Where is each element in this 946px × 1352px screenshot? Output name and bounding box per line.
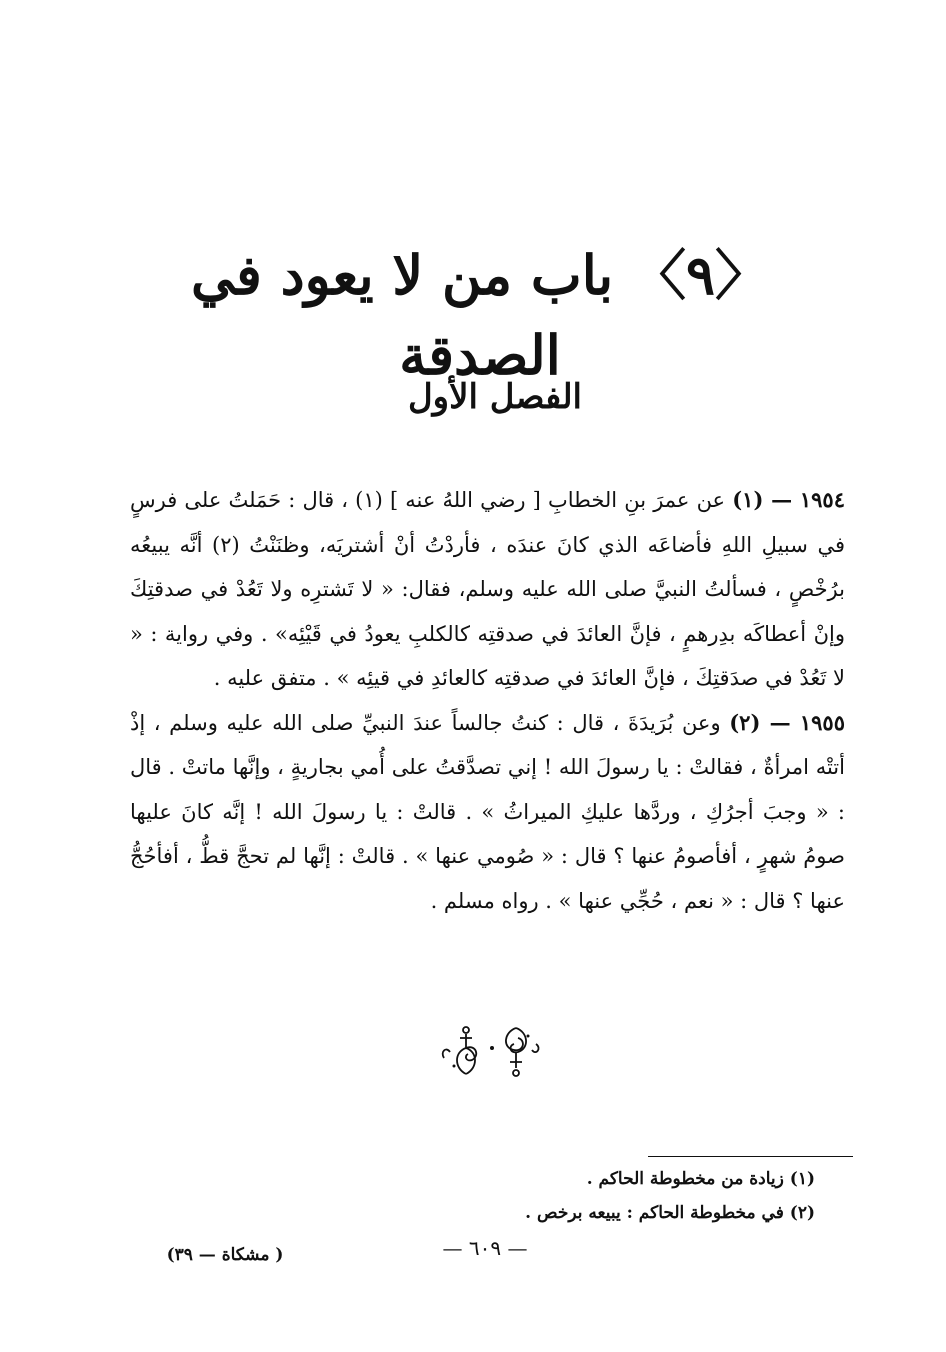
footnote-divider bbox=[648, 1156, 853, 1157]
decorative-ornament-icon bbox=[436, 1018, 546, 1080]
hadith-paragraph bbox=[130, 701, 845, 924]
hadith-text: عن عمرَ بنِ الخطابِ [ رضي اللهُ عنه ] (١) ، قال : حَمَلتُ على فرسٍ في سبيلِ اللهِ فأضاعَه الذي كانَ عندَه ، فأردْتُ أنْ أشتريَه، وظنَنْتُ (٢) أنَّه يبيعُه برُخْصٍ ، فسألتُ النبيَّ صلى الله عليه وسلم، فقال: « لا تَشترِه ولا تَعُدْ في صدقتِكَ وإنْ أعطاكَه بدِرهمٍ ، فإنَّ العائدَ في صدقتِه كالكلبِ يعودُ في قَيْئِه» . وفي رواية : « لا تَعُدْ في صدَقتِكَ ، فإنَّ العائدَ في صدقتِه كالعائدِ في قيئِه » . متفق عليه . bbox=[130, 488, 845, 690]
page-number: — ٦٠٩ — bbox=[442, 1236, 528, 1260]
footnote: (١) زيادة من مخطوطة الحاكم . bbox=[586, 1169, 815, 1189]
hadith-paragraph bbox=[130, 478, 845, 701]
section-title: الفصل الأول bbox=[407, 377, 583, 417]
chapter-title: 〈٩〉 باب من لا يعود في الصدقة bbox=[190, 243, 769, 387]
footnote: (٢) في مخطوطة الحاكم : يبيعه برخص . bbox=[525, 1203, 815, 1223]
hadith-text: وعن بُرَيدَةَ ، قال : كنتُ جالساً عندَ النبيِّ صلى الله عليه وسلم ، إذْ أتتْه امرأةٌ ، فقالتْ : يا رسولَ الله ! إني تصدَّقتُ على أُمي بجاريةٍ ، وإنَّها ماتتْ . قال : « وجبَ أجرُكِ ، وردَّها عليكِ الميراثُ » . قالتْ : يا رسولَ الله ! إنَّه كانَ عليها صومُ شهرٍ ، أفأصومُ عنها ؟ قال : « صُومي عنها » . قالتْ : إنَّها لم تحجَّ قطُّ ، أفأحُجُّ عنها ؟ قال : « نعم ، حُجِّي عنها » . رواه مسلم . bbox=[130, 710, 845, 913]
hadith-body bbox=[130, 478, 845, 923]
collection-mark: ( مشكاة — ٣٩) bbox=[166, 1245, 284, 1265]
footnotes bbox=[420, 1162, 815, 1230]
hadith-number: ١٩٥٥ — (٢) bbox=[729, 709, 845, 735]
hadith-number: ١٩٥٤ — (١) bbox=[732, 487, 845, 512]
